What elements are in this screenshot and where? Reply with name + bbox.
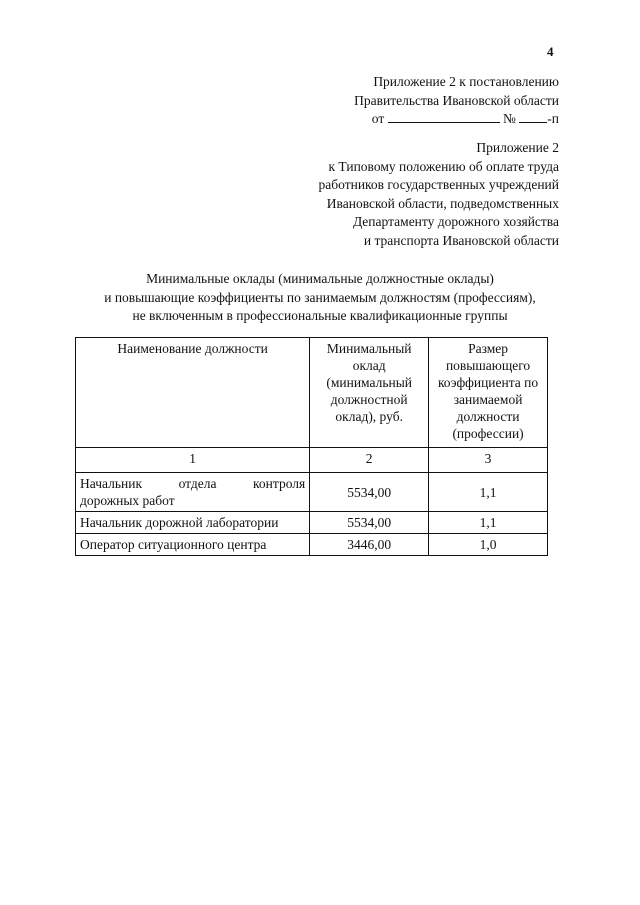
position-name-cell [76,512,310,534]
table-header-row [76,338,548,448]
header-position-name: Наименование должности [76,338,310,448]
page-number: 4 [547,44,554,59]
position-name: Оператор ситуационного центра [80,537,267,552]
document-title [70,270,570,326]
column-number: 2 [310,448,429,473]
annex-resolution-line2: Правительства Ивановской области [354,92,559,108]
annex-resolution-block [354,73,559,129]
column-number: 3 [429,448,548,473]
salary-value: 3446,00 [310,534,429,556]
position-name: Начальник отдела контроля [80,476,306,491]
annex-regulation-line4: Ивановской области, подведомственных [326,195,559,211]
position-name-cell [76,473,310,512]
table-row [76,534,548,556]
annex-regulation-line1: Приложение 2 [476,140,559,155]
header-min-salary: Минимальный оклад (минимальный должностной оклад), руб. [310,338,429,448]
coefficient-value: 1,0 [429,534,548,556]
annex-regulation-line6: и транспорта Ивановской области [363,232,559,248]
header-coefficient: Размер повышающего коэффициента по занимаемой должности (профессии) [429,338,548,448]
annex-regulation-line3: работников государственных учреждений [318,177,559,192]
annex-regulation-block [319,139,559,250]
salary-table [75,337,548,556]
title-line1: Минимальные оклады (минимальные должностные оклады) [146,271,494,286]
annex-regulation-line2: к Типовому положению об оплате труда [328,158,559,174]
coefficient-value: 1,1 [429,512,548,534]
title-line2: и повышающие коэффициенты по занимаемым должностям (профессиям), [104,289,536,305]
number-blank [519,111,547,123]
column-number: 1 [76,448,310,473]
date-prefix: от [371,111,385,126]
salary-value: 5534,00 [310,512,429,534]
number-suffix: -п [547,111,559,126]
annex-resolution-date-line [354,110,559,129]
annex-regulation-line5: Департаменту дорожного хозяйства [352,214,559,229]
table-row [76,473,548,512]
table-row [76,512,548,534]
position-name-continued: дорожных работ [80,493,175,508]
coefficient-value: 1,1 [429,473,548,512]
salary-value: 5534,00 [310,473,429,512]
date-blank [388,111,500,123]
position-name: Начальник дорожной лаборатории [80,515,279,530]
number-sign: № [503,111,516,126]
column-number-row [76,448,548,473]
position-name-cell [76,534,310,556]
title-line3: не включенным в профессиональные квалификационные группы [132,308,508,323]
annex-resolution-line1: Приложение 2 к постановлению [373,74,559,89]
